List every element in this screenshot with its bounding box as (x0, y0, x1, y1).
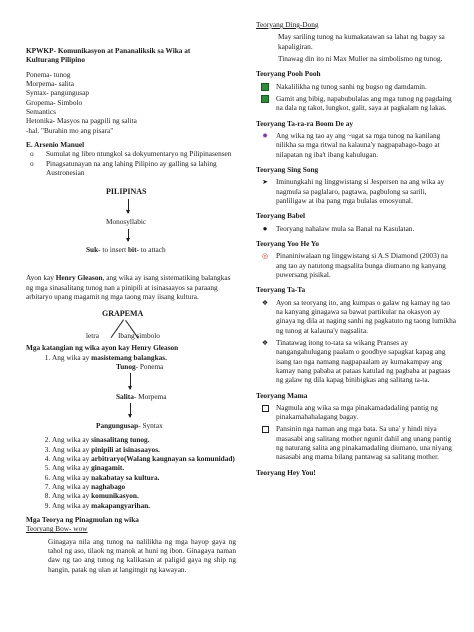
grapema-label: GRAPEMA (102, 309, 144, 319)
circle-bullet-icon: o (30, 149, 34, 159)
list-item: 1. Ang wika ay masistemang balangkas. (52, 353, 236, 362)
term-item: -hal. "Burahin mo ang pisara" (26, 125, 114, 135)
term-item: Hetonika- Masyos na pagpili ng salita (26, 116, 137, 126)
list-item: Gamit ang bibig, napabubulalas ang mga tunog ng pagdaing na dala ng takot, lungkot, galit, saya at pagkalam ng lakas. (260, 94, 456, 113)
green-square-icon (261, 95, 269, 103)
list-item: ● Teoryang nahalaw mula sa Banal na Kasulatan. (262, 223, 415, 233)
diamond-bullet-icon: ❖ (261, 338, 269, 347)
tata-heading: Teoryang Ta-Ta (256, 285, 306, 295)
list-item: 8. Ang wika ay komunikasyon. (52, 491, 236, 500)
singsong-heading: Teoryang Sing Song (256, 164, 319, 174)
katangian-list (26, 353, 236, 362)
list-item: ❖ Tinatawag itong to-tata sa wikang Pranses ay nangangahulugang paalam o goodbye sapagkat kapag ang isang tao nga namang nagpapaalam ay kumakampay ang kamay nang pababa at pataas katulad ng pagbaba at pagtaas ng galaw ng dila kapag binibigkas ang salitang ta-ta. (261, 337, 451, 385)
star-bullet-icon: ✸ (262, 131, 268, 140)
teorya-heading: Mga Teorya ng Pinagmulan ng wika (26, 514, 139, 524)
ding-dong-text: Tinawag din ito ni Max Muller na simbolismo ng tunog. (278, 53, 443, 63)
ding-dong-heading: Teoryang Ding-Dong (256, 20, 319, 29)
mama-heading: Teoryang Mama (256, 390, 308, 400)
list-item: ❖ Ayon sa teoryang ito, ang kumpas o galaw ng kamay ng tao na kanyang ginagawa sa bawat partikular na okasyon ay ginaya ng dila at naging sanhi ng pagkatuto ng taong lumikha ng tunog at kalauna'y nagsalita. (261, 297, 456, 335)
dot-bullet-icon: ● (262, 223, 268, 233)
diamond-bullet-icon: ❖ (261, 298, 269, 307)
square-bullet-icon (262, 405, 269, 412)
list-item: ➤ Iminungkahi ng linggwistang si Jespersen na ang wika ay nagmula sa paglalaro, pagtawa, pagbulong sa sarili, panliligaw at iba pang mga bulalas emosyunal. (262, 177, 445, 205)
diagram-bottom-label: Suk- to insert bit- to attach (86, 245, 166, 255)
right-column (256, 0, 456, 477)
arrow-down-icon (130, 373, 131, 389)
list-item: 9. Ang wika ay makapangyarihan. (52, 501, 236, 510)
title-line-2: Kulturang Pilipino (26, 55, 85, 65)
tunog-label: Tunog- Ponema (116, 361, 164, 371)
yoheyo-heading: Teoryang Yoo He Yo (256, 238, 320, 248)
list-item: ◎ Pinaniniwalaan ng linggwistang si A.S Diamond (2003) na ang tao ay natutong magsalita bunga diumano ng kanyang puwersang pisikal. (261, 251, 448, 279)
pilipinas-diagram (26, 177, 236, 273)
grapema-right-label: Ibang simbolo (118, 331, 160, 341)
pooh-heading: Teoryang Pooh Pooh (256, 69, 321, 79)
term-item: Syntax- pangungusap (26, 88, 90, 98)
term-item: Morpema- salita (26, 78, 75, 88)
term-item: Semantics (26, 106, 56, 116)
list-item: ✸ Ang wika ng tao ay ang ~ugat sa mga tunog na kanilang nilikha sa mga ritwal na kalauna'y nagpapabago-bago at nilapatan ng iba't ibang kahulugan. (262, 130, 441, 159)
list-item: 2. Ang wika ay sinasalitang tunog. (52, 435, 236, 444)
list-item: Pansinin nga naman ang mga bata. Sa una' y hindi niya masasabi ang salitang mother ngunit dahil ang unang pantig ng naturang salita ang pinakamadaling diumano, una niyang nasasabi ang mama bilang pantawag sa salitang mother. (260, 424, 456, 461)
term-item: Gropema- Simbolo (26, 97, 83, 107)
babel-heading: Teoryang Babel (256, 211, 305, 221)
arrow-down-icon (128, 199, 129, 213)
title-line-1: KPWKP- Komunikasyon at Pananaliksik sa Wika at (26, 46, 191, 55)
salita-label: Salita- Morpema (116, 391, 167, 401)
circle-bullet-icon: o (30, 158, 34, 168)
salita-diagram (26, 362, 236, 426)
list-item: 5. Ang wika ay ginagamit. (52, 463, 236, 472)
list-item: 6. Ang wika ay nakabatay sa kultura. (52, 473, 236, 482)
terms-list (26, 70, 236, 135)
list-item: o Pinagsatunayan na ang lahing Pilipino ay galling sa lahing Austronesian (30, 158, 217, 177)
heyyou-heading: Teoryang Hey You! (256, 467, 316, 477)
tarara-heading: Teoryang Ta-ra-ra Boom De ay (256, 118, 354, 128)
grapema-left-label: letra (86, 331, 99, 341)
arrow-bullet-icon: ➤ (262, 178, 268, 187)
list-item: o Sumulat ng libro ntungkol sa dokyumentaryo ng Pilipinasensen (30, 149, 232, 159)
square-bullet-icon (262, 426, 269, 433)
bow-wow-text: Ginagaya nila ang tunog na nalilikha ng mga hayop gaya ng tahol ng aso, tilaok ng manok at huni ng ibon. Ginagaya naman daw ng tao ang tunog ng kalikasan at paligid gaya ng ship ng hangin, patak ng ulan at langitngit ng kawayan. (48, 536, 236, 574)
manuel-heading: E. Arsenio Manuel (26, 139, 85, 149)
term-item: Ponema- tunog (26, 69, 71, 79)
bow-wow-heading: Teoryang Bow- wow (26, 524, 88, 534)
pangungusap-label: Pangungusap- Syntax (96, 420, 163, 430)
list-item: Nagmula ang wika sa mga pinakamadadaling pantig ng pinakamahahalagang bagay. (260, 403, 456, 422)
green-square-icon (261, 83, 269, 91)
gleason-paragraph: Ayon kay Henry Gleason, ang wika ay isang sistematiking balangkas ng mga sinasalitang tunog nan a pinipili at isinasaayos sa paraang arbitaryo upang magamit ng mga taong may iisang kultura. (26, 273, 231, 301)
diagram-mid-label: Monosyllabic (106, 217, 147, 227)
list-item: Nakalilikha ng tunog sanhi ng bugso ng damdamin. (260, 82, 456, 91)
document-title (26, 46, 236, 65)
list-item: 7. Ang wika ay naghabago (52, 482, 236, 491)
katangian-list-rest (26, 435, 236, 510)
ding-dong-text: May sariling tunog na kumakatawan sa lahat ng bagay sa kapaligiran. (278, 32, 445, 51)
left-column (26, 0, 236, 574)
circle-target-icon: ◎ (261, 252, 269, 261)
arrow-down-icon (130, 403, 131, 417)
katangian-heading: Mga katangian ng wika ayon kay Henry Gleason (26, 343, 179, 353)
arrow-down-icon (128, 229, 129, 241)
diagram-top-label: PILIPINAS (106, 187, 147, 197)
list-item: 4. Ang wika ay arbitraryo(Walang kaugnayan sa komunidad) (52, 454, 236, 463)
list-item: 3. Ang wika ay pinipili at isinasaayos. (52, 445, 236, 454)
grapema-diagram (26, 309, 236, 341)
